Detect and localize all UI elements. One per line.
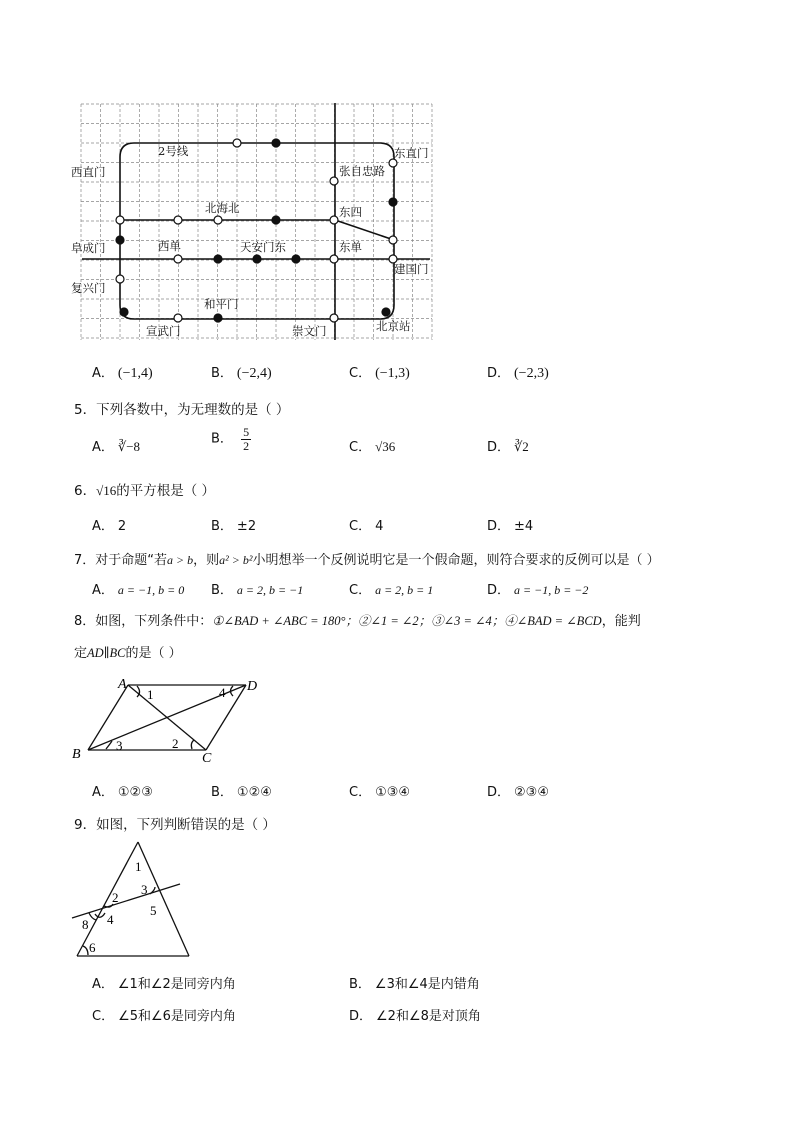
angle-label-5: 5 xyxy=(150,903,157,918)
option-letter: A． xyxy=(92,440,114,455)
dongsi-jianguomen-line xyxy=(335,220,394,240)
station-dot-open xyxy=(233,139,241,147)
option-text: (−2,4) xyxy=(236,366,272,381)
map-label-dongdan: 东单 xyxy=(339,240,362,254)
option-text: ①②③ xyxy=(117,785,153,800)
q7-cond1: a > b xyxy=(167,553,194,567)
option-text: a = −1, b = 0 xyxy=(117,583,185,597)
station-dot-filled xyxy=(214,314,222,322)
map-label-dongzhimen: 东直门 xyxy=(394,146,429,160)
q6-option-b[interactable] xyxy=(211,515,256,534)
q8-parallelogram-figure xyxy=(66,672,266,768)
q6-radical: √16 xyxy=(96,483,117,498)
angle-arc-1 xyxy=(137,686,140,697)
angle-label-8: 8 xyxy=(82,917,89,932)
q4-option-d[interactable] xyxy=(487,362,549,382)
q8-option-b[interactable] xyxy=(211,781,272,800)
point-c: C xyxy=(202,751,212,766)
q6-option-c[interactable] xyxy=(349,515,383,534)
q8-prefix: 8．如图，下列条件中： xyxy=(74,614,213,629)
option-letter: B． xyxy=(349,977,371,992)
q7-option-c[interactable] xyxy=(349,579,433,598)
option-letter: C． xyxy=(349,440,372,455)
option-letter: B． xyxy=(211,431,233,447)
station-dot-filled xyxy=(389,198,397,206)
map-label-dongsi: 东四 xyxy=(339,205,362,219)
option-text: ∠1和∠2是同旁内角 xyxy=(117,977,236,992)
angle-label-2: 2 xyxy=(172,736,179,751)
option-letter: B． xyxy=(211,519,233,534)
q8-stem-line2 xyxy=(74,642,182,661)
angle-label-3: 3 xyxy=(116,738,123,753)
station-dot-open xyxy=(174,255,182,263)
angle-arc-6 xyxy=(83,946,88,955)
q7-cond2: a² > b² xyxy=(219,553,253,567)
q5-option-c[interactable] xyxy=(349,436,395,455)
map-label-fuchengmen: 阜成门 xyxy=(71,241,106,255)
option-letter: D． xyxy=(487,519,511,534)
station-dot-open xyxy=(116,275,124,283)
fraction-denominator: 2 xyxy=(243,438,250,453)
option-letter: A． xyxy=(92,583,114,598)
option-text: ∛2 xyxy=(514,439,529,454)
q5-option-d[interactable] xyxy=(487,436,529,455)
q5-option-a[interactable] xyxy=(92,436,140,455)
q9-option-a[interactable] xyxy=(92,973,236,992)
option-letter: B． xyxy=(211,366,233,381)
q6-stem xyxy=(74,479,215,499)
q8-condition-2: ②∠1 = ∠2； xyxy=(357,614,432,628)
point-d: D xyxy=(247,679,258,694)
fraction-numerator: 5 xyxy=(243,425,250,439)
option-letter: A． xyxy=(92,785,114,800)
angle-label-2: 2 xyxy=(112,890,119,905)
station-dot-open xyxy=(174,314,182,322)
station-dot-open xyxy=(330,255,338,263)
option-letter: D． xyxy=(487,366,511,381)
q6-option-d[interactable] xyxy=(487,515,533,534)
option-letter: A． xyxy=(92,366,114,381)
map-grid xyxy=(81,104,432,340)
q8-option-c[interactable] xyxy=(349,781,410,800)
q4-option-a[interactable] xyxy=(92,362,153,382)
station-dot-open xyxy=(214,216,222,224)
option-text: √36 xyxy=(375,439,396,454)
q7-stem xyxy=(74,549,660,568)
q6-stem-rest: 的平方根是（ ） xyxy=(116,483,216,499)
station-dot-open xyxy=(389,159,397,167)
angle-label-4: 4 xyxy=(107,912,114,927)
station-dot-filled xyxy=(116,236,124,244)
q8-stem-line1 xyxy=(74,610,641,629)
map-label-xuanwumen: 宣武门 xyxy=(146,324,181,338)
angle-label-6: 6 xyxy=(89,940,96,955)
station-dot-filled xyxy=(272,139,280,147)
map-label-tiananmendong: 天安门东 xyxy=(240,240,286,254)
option-text: ①③④ xyxy=(375,785,411,800)
option-text: ∠5和∠6是同旁内角 xyxy=(118,1009,236,1024)
map-label-jianguomen: 建国门 xyxy=(394,262,429,276)
angle-label-3: 3 xyxy=(141,882,148,897)
station-dot-filled xyxy=(253,255,261,263)
option-text: 2 xyxy=(117,519,127,534)
q4-option-b[interactable] xyxy=(211,362,272,382)
option-text: ∛−8 xyxy=(117,439,141,454)
fraction xyxy=(241,426,251,452)
q8-line2-suffix: 的是（ ） xyxy=(125,646,182,661)
station-dot-open xyxy=(116,216,124,224)
option-text: ∠3和∠4是内错角 xyxy=(374,977,480,992)
option-letter: D． xyxy=(487,583,511,598)
side-right xyxy=(138,842,189,956)
q9-stem: 9．如图，下列判断错误的是（ ） xyxy=(74,817,276,833)
q6-number: 6． xyxy=(74,483,97,499)
map-label-zhangzizhonglu: 张自忠路 xyxy=(339,164,385,178)
option-letter: D． xyxy=(487,440,511,455)
q8-parallel: AD∥BC xyxy=(87,646,126,660)
option-letter: C． xyxy=(349,519,372,534)
station-dot-open xyxy=(389,236,397,244)
station-dot-filled xyxy=(272,216,280,224)
angle-label-1: 1 xyxy=(147,687,154,702)
q9-triangle-figure xyxy=(66,836,196,960)
option-text: a = −1, b = −2 xyxy=(514,583,589,597)
segment-cd xyxy=(206,685,246,750)
station-dot-filled xyxy=(120,308,128,316)
angle-arc-2 xyxy=(191,740,194,749)
option-letter: C． xyxy=(349,366,372,381)
q9-option-d[interactable] xyxy=(349,1005,481,1024)
station-dot-open xyxy=(330,314,338,322)
station-dot-open xyxy=(330,177,338,185)
station-dot-filled xyxy=(292,255,300,263)
subway-map-figure xyxy=(71,100,438,345)
option-letter: A． xyxy=(92,519,114,534)
map-label-line2: 2号线 xyxy=(158,144,189,158)
q9-option-b[interactable] xyxy=(349,973,480,992)
option-text: (−1,3) xyxy=(375,366,410,381)
station-dot-filled xyxy=(214,255,222,263)
map-label-xidan: 西单 xyxy=(158,239,181,253)
q7-part3: 小明想举一个反例说明它是一个假命题，则符合要求的反例可以是（ ） xyxy=(252,553,660,568)
map-label-beihaibei: 北海北 xyxy=(205,201,240,215)
option-letter: A． xyxy=(92,977,114,992)
option-text: (−1,4) xyxy=(117,366,153,381)
map-label-beijingzhan: 北京站 xyxy=(376,319,411,333)
option-text: 4 xyxy=(375,519,384,534)
q7-option-d[interactable] xyxy=(487,579,588,598)
station-dot-open xyxy=(330,216,338,224)
side-left xyxy=(77,842,138,956)
q6-option-a[interactable] xyxy=(92,515,126,534)
option-letter: C． xyxy=(349,583,372,598)
option-text: ②③④ xyxy=(514,785,549,800)
q8-option-d[interactable] xyxy=(487,781,549,800)
map-label-xizhimen: 西直门 xyxy=(71,165,106,179)
map-label-fuxingmen: 复兴门 xyxy=(71,281,106,295)
q7-option-b[interactable] xyxy=(211,579,303,598)
map-label-chongwenmen: 崇文门 xyxy=(292,324,327,338)
q5-stem: 5．下列各数中，为无理数的是（ ） xyxy=(74,402,290,418)
point-a: A xyxy=(118,677,127,692)
option-letter: C． xyxy=(92,1009,115,1024)
map-label-hepingmen: 和平门 xyxy=(204,297,239,311)
angle-label-4: 4 xyxy=(219,685,226,700)
station-dot-open xyxy=(174,216,182,224)
q8-line2-prefix: 定 xyxy=(74,646,88,661)
option-letter: D． xyxy=(487,785,511,800)
option-letter: B． xyxy=(211,785,233,800)
station-dot-filled xyxy=(382,308,390,316)
point-b: B xyxy=(72,747,81,762)
option-text: ①②④ xyxy=(236,785,272,800)
option-text: (−2,3) xyxy=(514,366,549,381)
angle-label-1: 1 xyxy=(135,859,142,874)
q8-suffix: ，能判 xyxy=(601,614,641,629)
q7-option-a[interactable] xyxy=(92,579,184,598)
option-text: ±2 xyxy=(236,519,257,534)
q8-condition-1: ①∠BAD + ∠ABC = 180°； xyxy=(212,614,358,628)
q8-condition-3: ③∠3 = ∠4； xyxy=(431,614,505,628)
option-text: ±4 xyxy=(514,519,534,534)
q7-part1: 7．对于命题“若 xyxy=(74,553,168,568)
option-text: ∠2和∠8是对顶角 xyxy=(376,1009,481,1024)
option-letter: B． xyxy=(211,583,233,598)
option-letter: C． xyxy=(349,785,372,800)
q7-part2: ，则 xyxy=(193,553,220,568)
option-text: a = 2, b = −1 xyxy=(236,583,304,597)
q4-option-c[interactable] xyxy=(349,362,410,382)
q8-option-a[interactable] xyxy=(92,781,153,800)
option-letter: D． xyxy=(349,1009,373,1024)
q8-condition-4: ④∠BAD = ∠BCD xyxy=(504,614,602,628)
option-text: a = 2, b = 1 xyxy=(375,583,434,597)
q5-option-b[interactable] xyxy=(211,426,251,452)
q9-option-c[interactable] xyxy=(92,1005,236,1024)
